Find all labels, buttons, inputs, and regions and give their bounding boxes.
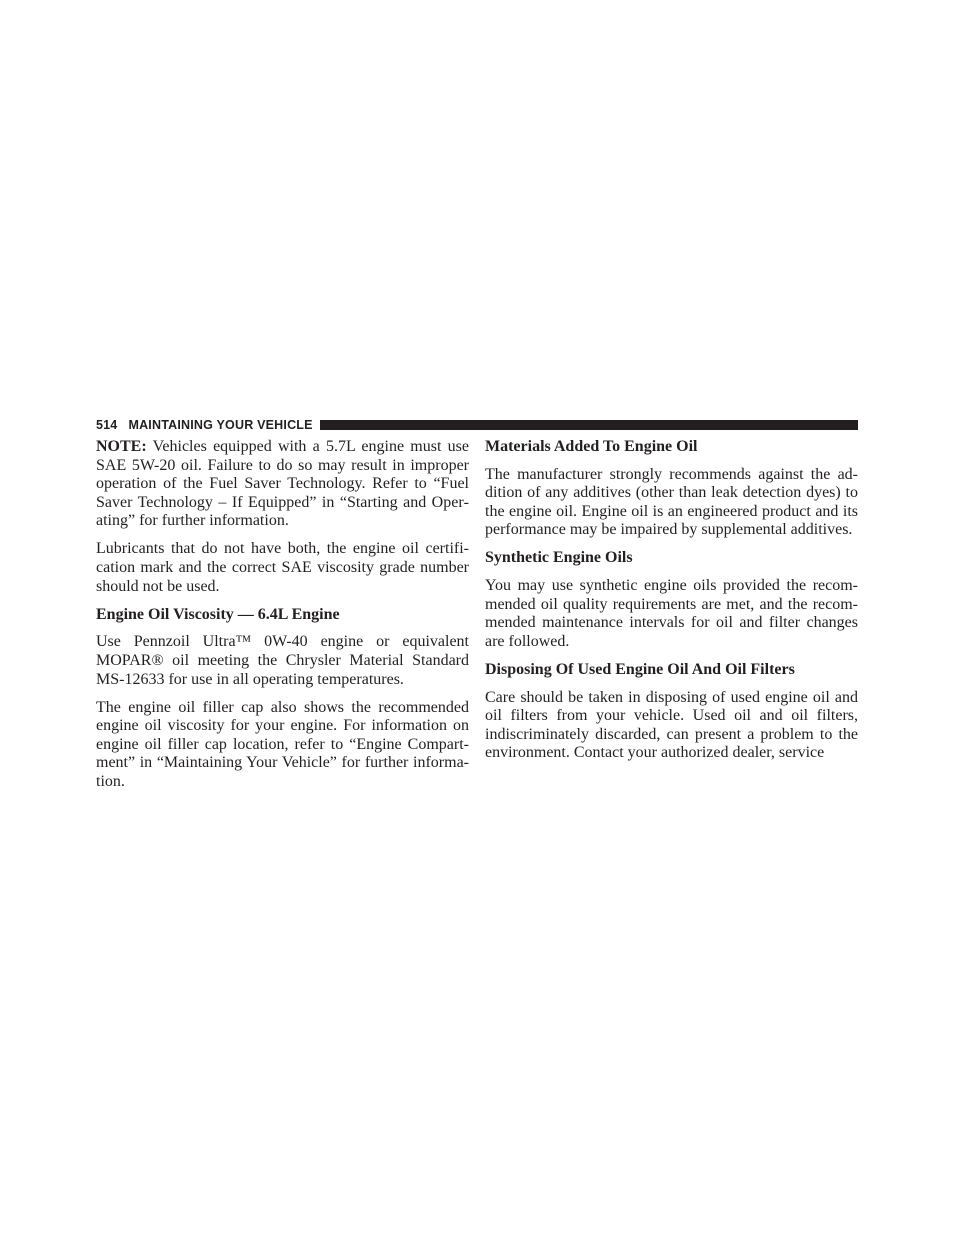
disposing-paragraph: Care should be taken in disposing of used engine oil and oil filters from your vehicle. Used oil and oil filters, indiscriminately discarded, can present a problem to the environment. Contact your authorized dealer, service <box>485 688 858 762</box>
viscosity-paragraph-1: Use Pennzoil Ultra™ 0W-40 engine or equivalent MOPAR® oil meeting the Chrysler Material Standard MS-12633 for use in all operating temperatures. <box>96 633 469 688</box>
materials-heading: Materials Added To Engine Oil <box>485 438 698 455</box>
materials-paragraph: The manufacturer strongly recommends against the addition of any additives (other than leak detection dyes) to the engine oil. Engine oil is an engineered product and its performance may be impaired by supplemental additives. <box>485 465 858 539</box>
left-column <box>96 438 469 801</box>
section-title: MAINTAINING YOUR VEHICLE <box>128 418 313 432</box>
note-paragraph <box>96 438 469 531</box>
page-header <box>96 416 858 434</box>
lubricants-paragraph: Lubricants that do not have both, the engine oil certification mark and the correct SAE viscosity grade number should not be used. <box>96 540 469 595</box>
viscosity-heading: Engine Oil Viscosity — 6.4L Engine <box>96 605 340 623</box>
note-text: Vehicles equipped with a 5.7L engine must use SAE 5W-20 oil. Failure to do so may result in improper operation of the Fuel Saver Technology. Refer to “Fuel Saver Technology – If Equipped” in “Starting and Operating” for further information. <box>96 438 469 530</box>
synthetic-paragraph: You may use synthetic engine oils provided the recommended oil quality requirements are met, and the recommended maintenance intervals for oil and filter changes are followed. <box>485 577 858 650</box>
note-label: NOTE: <box>96 438 147 455</box>
disposing-heading: Disposing Of Used Engine Oil And Oil Filters <box>485 660 795 678</box>
page-number: 514 <box>96 418 118 432</box>
synthetic-heading: Synthetic Engine Oils <box>485 549 633 567</box>
right-column <box>485 438 858 772</box>
header-rule <box>320 420 858 430</box>
viscosity-paragraph-2: The engine oil filler cap also shows the recommended engine oil viscosity for your engine. For information on engine oil filler cap location, refer to “Engine Compartment” in “Maintaining Your Vehicle” for further information. <box>96 698 469 790</box>
